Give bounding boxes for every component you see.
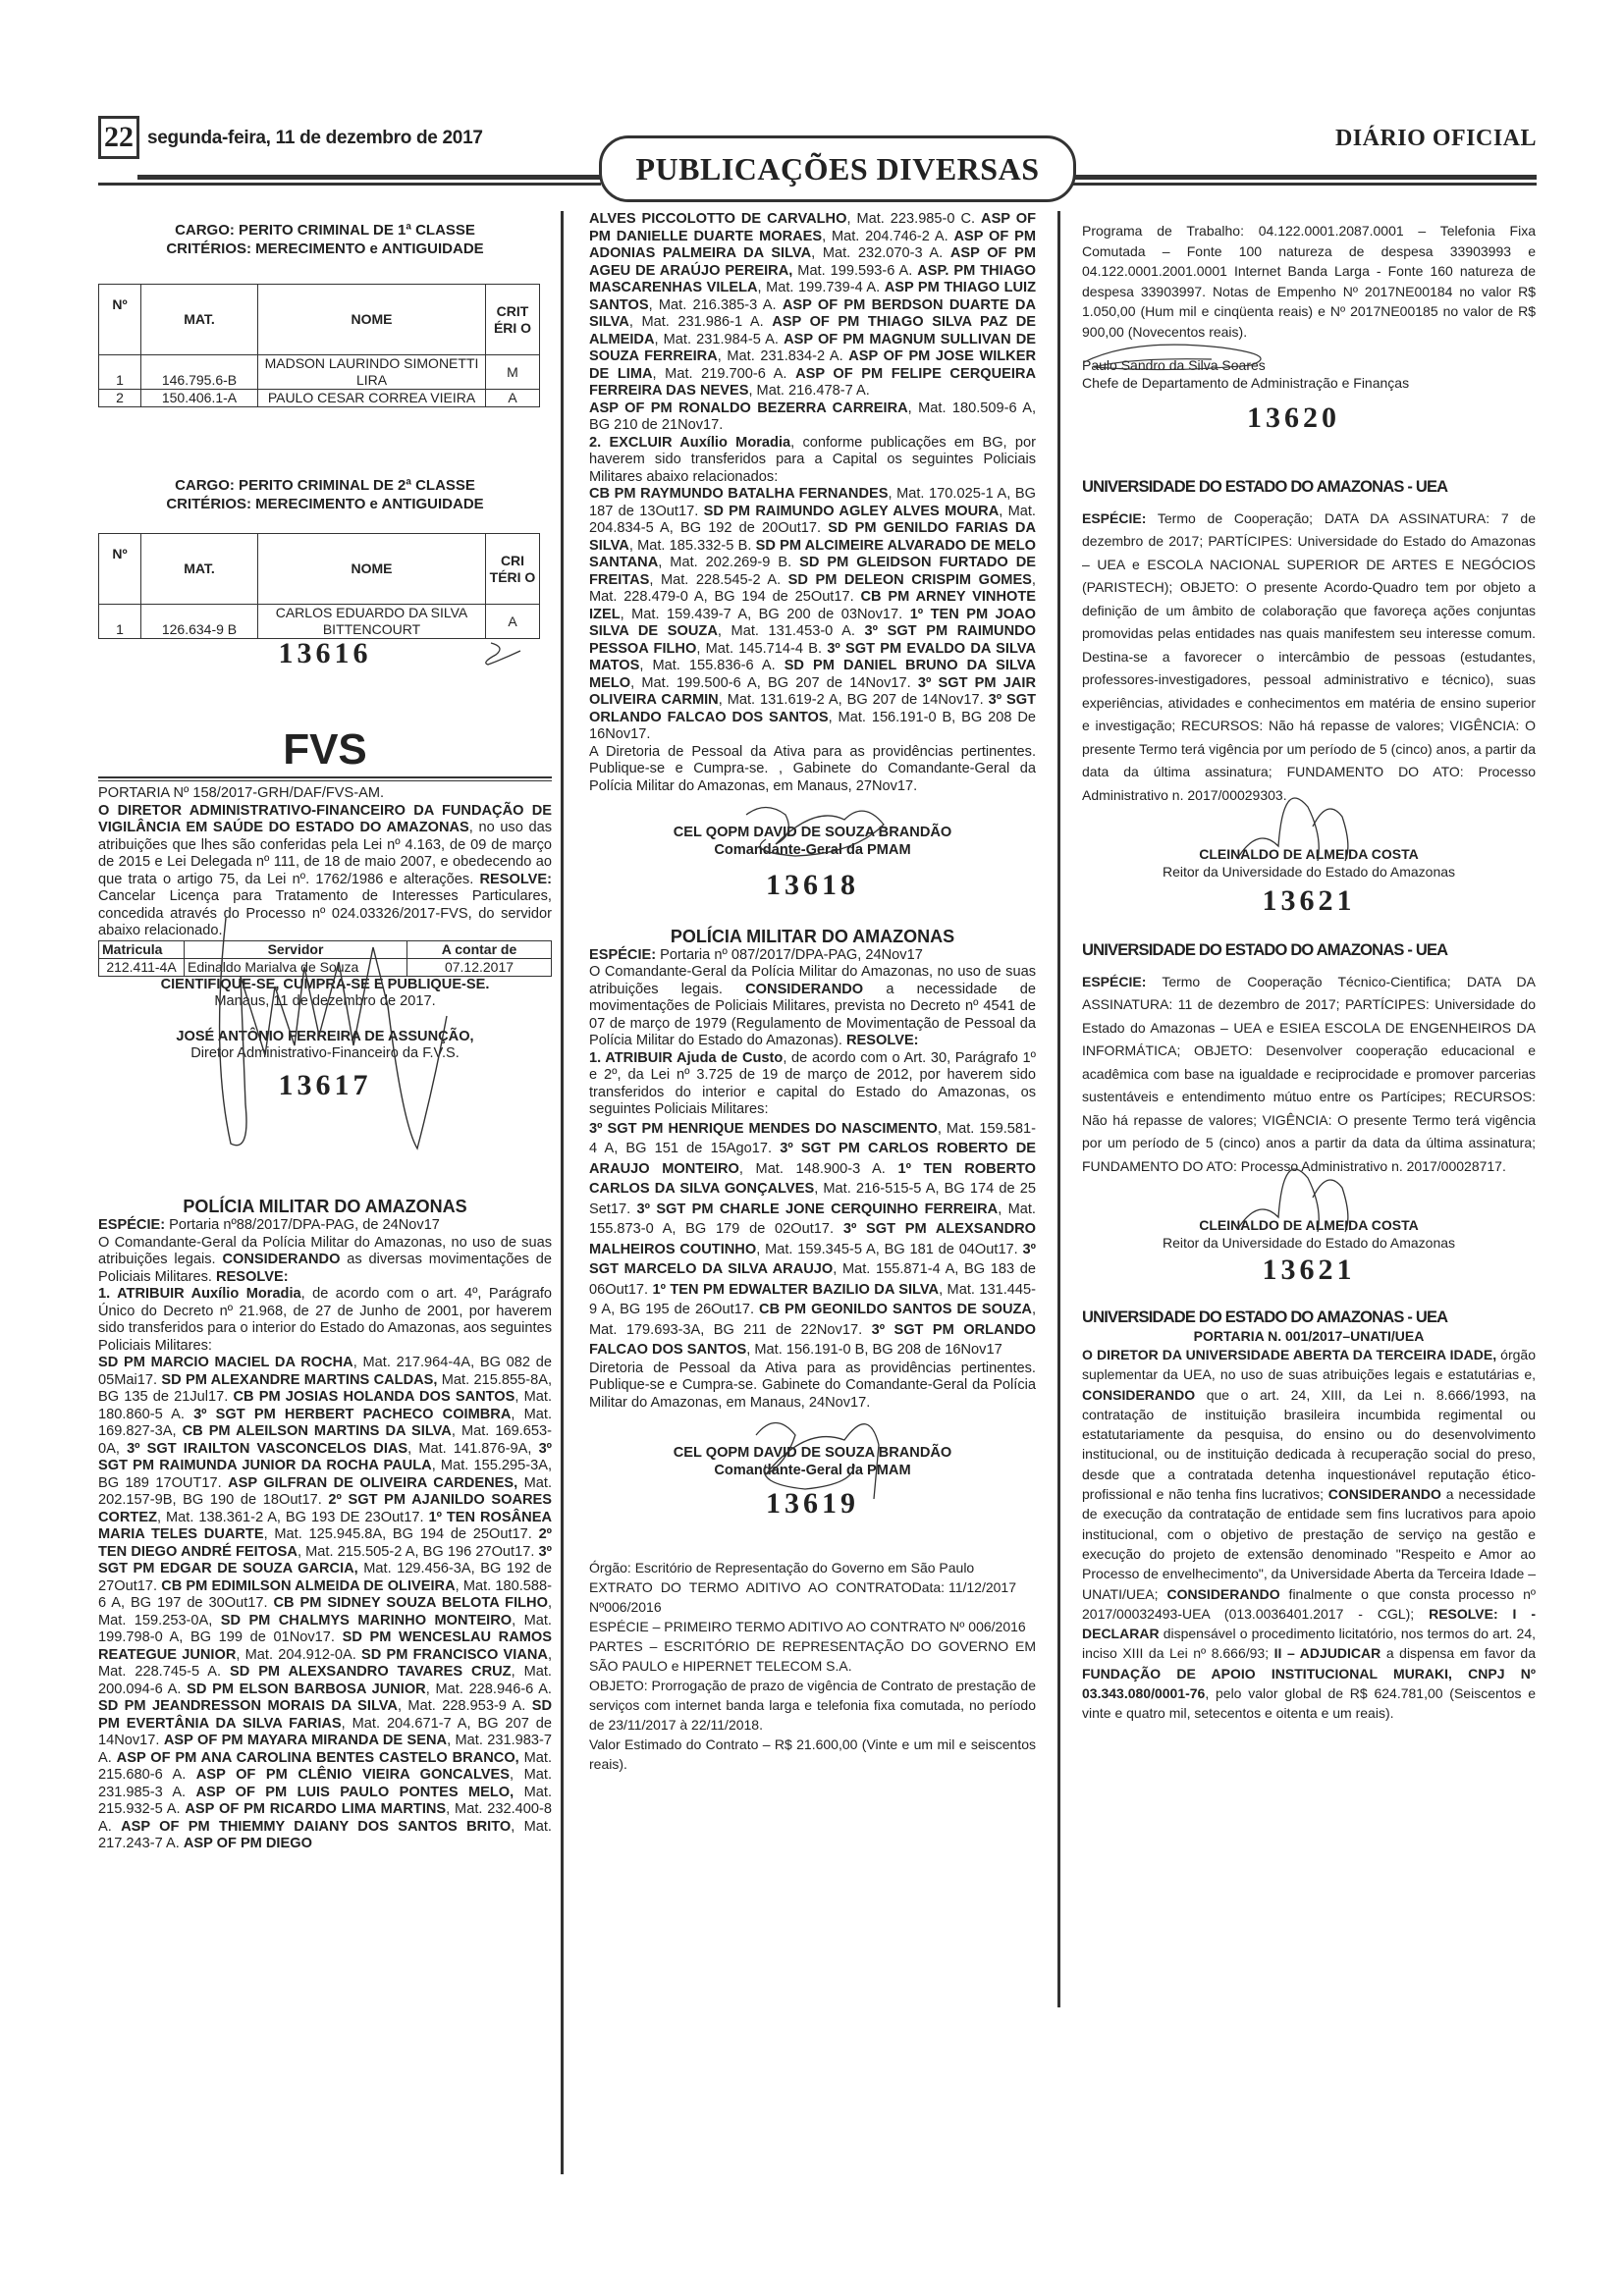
officer-details: , Mat. 199.500-6 A, BG 207 de 14Nov17.: [630, 674, 918, 691]
cell: 2: [99, 390, 141, 407]
officer-name: ASP OF PM LUIS PAULO PONTES MELO,: [195, 1784, 514, 1800]
table-row: [99, 958, 552, 976]
page-header: [98, 116, 1537, 194]
column-2: [589, 211, 1036, 1774]
signer-role: Chefe de Departamento de Administração e Finanças: [1082, 374, 1410, 391]
officer-details: , Mat. 138.361-2 A, BG 193 DE 23Out17.: [157, 1509, 429, 1525]
especie-line: ESPÉCIE: Portaria nº88/2017/DPA-PAG, de 24Nov17: [98, 1217, 440, 1233]
officer-details: , Mat. 232.400-8 A.: [98, 1801, 553, 1835]
officer-name: 3º SGT PM CHARLE JONE CERQUINHO FERREIRA: [636, 1201, 999, 1217]
pm1-intro: O Comandante-Geral da Polícia Militar do Amazonas, no uso de suas atribuições legais. CONSIDERANDO as diversas movimentações de Policiais Militares. RESOLVE:: [98, 1234, 553, 1285]
officer-details: , Mat. 185.332-5 B.: [628, 537, 756, 554]
officer-details: , Mat. 159.253-0A,: [98, 1595, 552, 1629]
signer-role: Comandante-Geral da PMAM: [714, 1462, 911, 1478]
divider: [98, 776, 552, 781]
column-separator: [1057, 211, 1060, 2007]
fvs-body: O DIRETOR ADMINISTRATIVO-FINANCEIRO DA FUNDAÇÃO DE VIGILÂNCIA EM SAÚDE DO ESTADO DO AMAZONAS, no uso das atribuições que lhes são conferidas pela Lei nº 4.163, de 09 de março de 2015 e Lei Delegada nº 111, de 18 de maio 2007, e obedecendo ao que trata o artigo 75, da Lei nº. 1762/1986 e alterações. RESOLVE: Cancelar Licença para Tratamento de Interesses Particulares, concedida através do Processo nº 024.03326/2017-FVS, do servidor abaixo relacionado.: [98, 802, 552, 938]
cargo-criteria: CRITÉRIOS: MERECIMENTO e ANTIGUIDADE: [166, 240, 484, 257]
officer-details: , Mat. 216.385-3 A.: [648, 296, 783, 313]
officer-name: ASP OF PM ANA CAROLINA BENTES CASTELO BRANCO,: [116, 1749, 519, 1766]
officer-details: , Mat. 145.714-4 B.: [696, 640, 828, 657]
cell: 07.12.2017: [407, 958, 552, 976]
section-heading: POLÍCIA MILITAR DO AMAZONAS: [183, 1197, 467, 1216]
protocol-stamp: 13616: [278, 637, 372, 669]
officer-name: SD PM DELEON CRISPIM GOMES: [787, 571, 1032, 588]
officer-details: Mat. 202.157-9B, BG 190 de 18Out17.: [98, 1474, 552, 1508]
officer-list-2: [589, 486, 1036, 744]
officer-name: ASP. PM THIAGO MASCARENHAS VILELA: [589, 262, 1036, 295]
col-header: NOME: [258, 285, 486, 355]
officer-details: , Mat. 200.094-6 A.: [98, 1664, 552, 1697]
officer-name: ASP OF PM ADONIAS PALMEIRA DA SILVA: [589, 228, 1036, 261]
header-rule: [137, 175, 601, 180]
officer-name: SD PM GENILDO FARIAS DA SILVA: [589, 520, 1036, 554]
fvs-signature-block: [98, 976, 552, 1101]
table-row: [99, 355, 540, 390]
table-row: [99, 605, 540, 639]
officer-details: , Mat. 180.860-5 A.: [98, 1389, 553, 1422]
pm2-intro: O Comandante-Geral da Polícia Militar do Amazonas, no uso de suas atribuições legais. CONSIDERANDO a necessidade de movimentações de Policiais Militares, prevista no Decreto nº 4541 de 07 de março de 1979 (Regulamento de Movimentação de Pessoal da Polícia Militar do Estado do Amazonas). RESOLVE:: [589, 964, 1036, 1048]
officer-name: ASP OF PM CLÊNIO VIEIRA GONCALVES: [195, 1767, 511, 1783]
protocol-stamp: 13619: [766, 1487, 859, 1520]
officer-details: , Mat. 155.871-4 A, BG 183 de 06Out17.: [589, 1261, 1036, 1298]
officer-name: ASP OF PM MAGNUM SULLIVAN DE SOUZA FERREIRA: [589, 331, 1036, 364]
pm1-item1: 1. ATRIBUIR Auxílio Moradia, de acordo com o art. 4º, Parágrafo Único do Decreto nº 21.968, de 27 de Junho de 2001, por haverem sido transferidos para o interior do Estado do Amazonas, aos seguintes Policiais Militares:: [98, 1286, 552, 1354]
officer-details: , Mat. 231.983-7 A.: [98, 1733, 552, 1766]
officer-details: Mat. 129.456-3A, BG 192 de 27Out17.: [98, 1561, 553, 1594]
officer-details: Mat. 215.932-5 A.: [98, 1784, 552, 1817]
officer-name: 3º SGT MARCELO DA SILVA ARAUJO: [589, 1241, 1036, 1277]
signer-name: CEL QOPM DAVID DE SOUZA BRANDÃO: [673, 1445, 952, 1461]
officer-name: SD PM ALEXANDRE MARTINS CALDAS,: [161, 1371, 438, 1388]
officer-name: ASP OF PM RONALDO BEZERRA CARREIRA: [589, 400, 908, 416]
officer-name: ASP OF PM BERDSON DUARTE DA SILVA: [589, 296, 1036, 330]
especie-line: ESPÉCIE: Portaria nº 087/2017/DPA-PAG, 24Nov17: [589, 946, 923, 963]
pm1-officer-list: [98, 1355, 552, 1853]
officer-name: 3º SGT PM CARLOS ROBERTO DE ARAUJO MONTEIRO: [589, 1141, 1036, 1177]
place-date: Manaus, 11 de dezembro de 2017.: [214, 993, 436, 1009]
pm-signature-block: [589, 825, 1036, 901]
officer-name: 2º TEN DIEGO ANDRÉ FEITOSA: [98, 1526, 553, 1560]
officer-details: , Mat. 155.873-0 A, BG 179 de 02Out17.: [589, 1201, 1036, 1237]
col-header: Matricula: [99, 940, 185, 958]
officer-details: , Mat. 170.025-1 A, BG 187 de 13Out17.: [589, 486, 1036, 519]
cell: MADSON LAURINDO SIMONETTI LIRA: [258, 355, 486, 390]
pm-signature-block: [589, 1445, 1036, 1520]
officer-details: , Mat. 131.445-9 A, BG 195 de 26Out17.: [589, 1281, 1036, 1317]
officer-details: , Mat. 228.479-0 A, BG 194 de 25Out17.: [589, 571, 1036, 605]
officer-details: , Mat. 199.739-4 A.: [757, 280, 885, 295]
officer-details: Mat. 215.680-6 A.: [98, 1749, 552, 1783]
header-rule: [98, 183, 601, 186]
officer-name: CB PM SIDNEY SOUZA BELOTA FILHO: [273, 1595, 548, 1611]
cell: A: [486, 605, 540, 639]
officer-name: CB PM GEONILDO SANTOS DE SOUZA: [759, 1302, 1032, 1317]
protocol-stamp: 13618: [766, 869, 859, 901]
officer-details: , Mat. 155.295-3A, BG 189 17OUT17.: [98, 1458, 552, 1491]
officer-details: , Mat. 216.478-7 A.: [748, 383, 870, 399]
officer-name: 1º TEN PM JOAO SILVA DE SOUZA: [589, 606, 1036, 639]
signer-role: Reitor da Universidade do Estado do Amazonas: [1162, 863, 1456, 880]
officer-details: , Mat. 204.671-7 A, BG 207 de 14Nov17.: [98, 1715, 552, 1748]
closing-text: Diretoria de Pessoal da Ativa para as providências pertinentes. Publique-se e Cumpra-se. Gabinete do Comandante-Geral da Polícia Militar do Amazonas, em Manaus, 24Nov17.: [589, 1360, 1036, 1411]
officer-details: Mat. 199.593-6 A.: [792, 262, 918, 279]
pm2-officer-list: [589, 1119, 1036, 1361]
officer-details: , Mat. 215.505-2 A, BG 196 27Out17.: [297, 1543, 539, 1560]
signer-name: CEL QOPM DAVID DE SOUZA BRANDÃO: [673, 825, 952, 840]
officer-name: SD PM JEANDRESSON MORAIS DA SILVA: [98, 1698, 398, 1714]
extrato-objeto: OBJETO: Prorrogação de prazo de vigência de Contrato de prestação de serviços com internet banda larga e telefonia fixa comutada, no período de 23/11/2017 à 22/11/2018.: [589, 1677, 1037, 1733]
officer-name: 3º SGT PM EDGAR DE SOUZA GARCIA,: [98, 1543, 552, 1576]
officer-details: , Mat. 217.964-4A, BG 082 de 05Mai17.: [98, 1355, 552, 1388]
page-number: 22: [98, 116, 139, 159]
officer-name: 3º SGT IRAILTON VASCONCELOS DIAS: [127, 1440, 408, 1457]
officer-details: , Mat. 217.243-7 A.: [98, 1818, 552, 1851]
column-separator: [561, 211, 564, 2174]
officer-name: ASP OF PM DANIELLE DUARTE MORAES: [589, 211, 1036, 244]
officer-details: , Mat. 204.834-5 A, BG 192 de 20Out17.: [589, 503, 1036, 536]
officer-name: 1º TEN ROSÂNEA MARIA TELES DUARTE: [98, 1509, 552, 1542]
officer-details: , Mat. 231.985-3 A.: [98, 1767, 552, 1800]
portaria-title: PORTARIA N. 001/2017–UNATI/UEA: [1193, 1327, 1425, 1344]
signer-role: Reitor da Universidade do Estado do Amazonas: [1162, 1234, 1456, 1251]
table-row: [99, 390, 540, 407]
officer-name: ALVES PICCOLOTTO DE CARVALHO: [589, 211, 847, 227]
officer-details: , Mat. 131.619-2 A, BG 207 de 14Nov17.: [718, 692, 989, 708]
officer-name: ASP OF PM AGEU DE ARAÚJO PEREIRA,: [589, 245, 1036, 279]
officer-name: ASP OF PM DIEGO: [183, 1836, 312, 1851]
officer-name: ASP OF PM JOSE WILKER DE LIMA: [589, 348, 1036, 382]
signer-name: Paulo Sandro da Silva Soares: [1082, 357, 1266, 373]
officer-name: 1º TEN ROBERTO CARLOS DA SILVA GONÇALVES: [589, 1160, 1036, 1197]
officer-name: 2º SGT PM AJANILDO SOARES CORTEZ: [98, 1492, 552, 1525]
cell: PAULO CESAR CORREA VIEIRA: [258, 390, 486, 407]
officer-details: , Mat. 204.746-2 A.: [822, 228, 954, 244]
signer-name: JOSÉ ANTÔNIO FERREIRA DE ASSUNÇÃO,: [176, 1028, 474, 1044]
officer-name: 3º SGT PM EVALDO DA SILVA MATOS: [589, 640, 1036, 673]
col-header: A contar de: [407, 940, 552, 958]
officer-details: , Mat. 228.545-2 A.: [649, 571, 788, 588]
cargo-table-1: [98, 284, 540, 407]
closing-text: A Diretoria de Pessoal da Ativa para as providências pertinentes. Publique-se e Cumpra-se. , Gabinete do Comandante-Geral da Polícia Militar do Amazonas, em Manaus, 27Nov17.: [589, 743, 1036, 794]
officer-name: ASP OF PM THIEMMY DAIANY DOS SANTOS BRITO: [121, 1818, 512, 1835]
officer-name: SD PM ALEXSANDRO TAVARES CRUZ: [229, 1664, 512, 1680]
officer-details: , Mat. 141.876-9A,: [407, 1440, 539, 1457]
section-heading: UNIVERSIDADE DO ESTADO DO AMAZONAS - UEA: [1082, 940, 1448, 959]
officer-details: , Mat. 204.912-0A.: [236, 1646, 361, 1663]
officer-name: SD PM DANIEL BRUNO DA SILVA MELO: [589, 658, 1036, 691]
column-3: [1082, 211, 1536, 1724]
col-header: MAT.: [141, 534, 258, 605]
uea3-body: O DIRETOR DA UNIVERSIDADE ABERTA DA TERCEIRA IDADE, órgão suplementar da UEA, no uso de suas atribuições legais e estatutárias e, CONSIDERANDO que o art. 24, XIII, da Lei n. 8.666/1993, na contratação de instituição brasileira incumbida regimental ou estatutariamente da pesquisa, do ensino ou do desenvolvimento institucional, ou de instituição dedicada à recuperação social do preso, desde que a contratada detenha inquestionável reputação ético-profissional e não tenha fins lucrativos; CONSIDERANDO a necessidade de execução da contratação de entidade sem fins lucrativos para apoio institucional, com o objetivo de prestação de serviço na gestão e execução do projeto de extensão denominado "Respeito e Amor ao Processo de envelhecimento", da Universidade Aberta da Terceira Idade – UNATI/UEA; CONSIDERANDO finalmente o que consta processo nº 2017/00032493-UEA (013.0036401.2017 - CGL); RESOLVE: I - DECLARAR dispensável o procedimento licitatório, nos termos do art. 24, inciso XIII da Lei nº 8.666/93; II – ADJUDICAR a dispensa em favor da FUNDAÇÃO DE APOIO INSTITUCIONAL MURAKI, CNPJ Nº 03.343.080/0001-76, pelo valor global de R$ 624.781,00 (Seiscentos e vinte e quatro mil, setecentos e oitenta e um reais).: [1082, 1347, 1537, 1722]
section-title: PUBLICAÇÕES DIVERSAS: [599, 135, 1076, 202]
officer-name: SD PM ALCIMEIRE ALVARADO DE MELO SANTANA: [589, 537, 1036, 570]
cell: 150.406.1-A: [141, 390, 258, 407]
officer-name: ASP PM THIAGO LUIZ SANTOS: [589, 280, 1036, 313]
extrato-valor: Valor Estimado do Contrato – R$ 21.600,00 (Vinte e um mil e seiscentos reais).: [589, 1735, 1036, 1772]
officer-name: SD PM CHALMYS MARINHO MONTEIRO: [220, 1612, 513, 1629]
officer-details: , Mat. 231.986-1 A.: [628, 314, 773, 330]
officer-details: , Mat. 159.345-5 A, BG 181 de 04Out17.: [756, 1241, 1023, 1257]
officer-name: 3º SGT PM ALEXSANDRO MALHEIROS COUTINHO: [589, 1221, 1037, 1257]
officer-name: SD PM EVERTÂNIA DA SILVA FARIAS: [98, 1698, 552, 1732]
escritorio-signature-block: [1082, 357, 1536, 434]
officer-name: ASP GILFRAN DE OLIVEIRA CARDENES,: [228, 1474, 518, 1491]
uea2-body: ESPÉCIE: Termo de Cooperação Técnico-Cientifica; DATA DA ASSINATURA: 11 de dezembro de 2017; PARTÍCIPES: Universidade do Estado do Amazonas – UEA e ESIEA ESCOLA DE ENGENHEIROS DA INFORMÁTICA; OBJETO: Desenvolver cooperação educacional e acadêmica com base na igualdade e reciprocidade e promover parcerias sustentáveis e entendimento mútuo entre os Partícipes; RECURSOS: Não há repasse de valores; VIGÊNCIA: O presente Termo terá vigência por um período de 5 (cinco) anos a partir da data da última assinatura; FUNDAMENTO DO ATO: Processo Administrativo n. 2017/00028717.: [1082, 973, 1536, 1174]
cell: 1: [99, 355, 141, 390]
fvs-title: FVS: [283, 725, 367, 774]
uea-signature-block: [1082, 846, 1536, 917]
col-header: NOME: [258, 534, 486, 605]
officer-details: , Mat. 159.581-4 A, BG 151 de 15Ago17.: [589, 1120, 1036, 1156]
closing-formula: CIENTIFIQUE-SE, CUMPRA-SE E PUBLIQUE-SE.: [160, 976, 490, 992]
uea-signature-block: [1082, 1217, 1536, 1286]
cell: 146.795.6-B: [141, 355, 258, 390]
officer-details: , Mat. 180.588-6 A, BG 197 de 30Out17.: [98, 1577, 552, 1611]
cell: Edinaldo Marialva de Souza: [185, 958, 407, 976]
officer-details: , Mat. 156.191-0 B, BG 208 De 16Nov17.: [589, 709, 1036, 742]
officer-list-continued: [589, 211, 1036, 400]
officer-details: , Mat. 148.900-3 A.: [738, 1160, 898, 1177]
signer-name: CLEINALDO DE ALMEIDA COSTA: [1199, 846, 1419, 862]
officer-name: SD PM FRANCISCO VIANA: [360, 1646, 548, 1663]
officer-name: ASP OF PM RICARDO LIMA MARTINS: [185, 1801, 447, 1817]
escritorio-orgao: Órgão: Escritório de Representação do Governo em São Paulo Data: 11/12/2017: [589, 1559, 1016, 1595]
col-header: CRIT ÉRI O: [486, 285, 540, 355]
officer-name: 3º SGT PM JAIR OLIVEIRA CARMIN: [589, 674, 1036, 708]
officer-name: CB PM RAYMUNDO BATALHA FERNANDES: [589, 486, 889, 502]
officer-name: SD PM ELSON BARBOSA JUNIOR: [187, 1681, 426, 1697]
officer-details: Mat. 215.855-8A, BG 135 de 21Jul17.: [98, 1371, 553, 1405]
extrato-partes: PARTES – ESCRITÓRIO DE REPRESENTAÇÃO DO GOVERNO EM SÃO PAULO e HIPERNET TELECOM S.A.: [589, 1637, 1036, 1674]
cell: M: [486, 355, 540, 390]
officer-details: , Mat. 228.745-5 A.: [98, 1646, 552, 1680]
officer-name: 3º SGT PM RAIMUNDO PESSOA FILHO: [589, 623, 1036, 657]
officer-name: 3º SGT PM HERBERT PACHECO COIMBRA: [193, 1406, 512, 1422]
officer-name: CB PM JOSIAS HOLANDA DOS SANTOS: [233, 1389, 515, 1405]
officer-list-continued: [589, 400, 1036, 435]
officer-name: SD PM GLEIDSON FURTADO DE FREITAS: [589, 555, 1036, 588]
officer-name: ASP OF PM FELIPE CERQUEIRA FERREIRA DAS NEVES: [589, 365, 1036, 399]
officer-name: CB PM EDIMILSON ALMEIDA DE OLIVEIRA: [161, 1577, 456, 1594]
cell: 1: [99, 605, 141, 639]
officer-details: , Mat. 216-515-5 A, BG 174 de 25 Set17.: [589, 1181, 1036, 1217]
officer-name: 3º SGT ORLANDO FALCAO DOS SANTOS: [589, 692, 1036, 725]
officer-name: 3º SGT PM ORLANDO FALCAO DOS SANTOS: [589, 1321, 1036, 1358]
officer-name: ASP OF PM THIAGO SILVA PAZ DE ALMEIDA: [589, 314, 1036, 347]
cargo-criteria: CRITÉRIOS: MERECIMENTO e ANTIGUIDADE: [166, 496, 484, 512]
officer-details: , Mat. 219.700-6 A.: [652, 365, 796, 382]
col-header: CRI TÉRI O: [486, 534, 540, 605]
officer-details: , Mat. 169.827-3A,: [98, 1406, 552, 1439]
cell: 212.411-4A: [99, 958, 185, 976]
cell: A: [486, 390, 540, 407]
officer-details: , Mat. 169.653-0A,: [98, 1423, 552, 1457]
column-1: [98, 211, 552, 1853]
officer-name: SD PM MARCIO MACIEL DA ROCHA: [98, 1355, 353, 1370]
officer-details: , Mat. 202.269-9 B.: [658, 555, 800, 570]
signer-role: Diretor Administrativo-Financeiro da F.V.S.: [190, 1045, 460, 1061]
cargo-title: CARGO: PERITO CRIMINAL DE 2ª CLASSE: [175, 477, 475, 494]
officer-details: , Mat. 228.953-9 A.: [397, 1698, 532, 1714]
section-heading: POLÍCIA MILITAR DO AMAZONAS: [670, 926, 955, 946]
signer-role: Comandante-Geral da PMAM: [714, 841, 911, 858]
cell: CARLOS EDUARDO DA SILVA BITTENCOURT: [258, 605, 486, 639]
item-2: 2. EXCLUIR Auxílio Moradia, conforme publicações em BG, por haverem sido transferidos para a Capital os seguintes Policiais Militares abaixo relacionados:: [589, 434, 1036, 485]
officer-details: , Mat. 223.985-0 C.: [846, 211, 982, 227]
officer-details: , Mat. 156.191-0 B, BG 208 de 16Nov17: [746, 1342, 1002, 1358]
officer-name: 3º SGT PM HENRIQUE MENDES DO NASCIMENTO: [589, 1120, 938, 1137]
protocol-stamp: 13620: [1247, 401, 1340, 434]
issue-date: segunda-feira, 11 de dezembro de 2017: [147, 128, 483, 148]
officer-details: , Mat. 179.693-3A, BG 211 de 22Nov17.: [589, 1302, 1037, 1338]
protocol-stamp: 13617: [278, 1068, 372, 1101]
officer-name: ASP OF PM MAYARA MIRANDA DE SENA: [163, 1733, 448, 1748]
pm2-item1: 1. ATRIBUIR Ajuda de Custo, de acordo com o Art. 30, Parágrafo 1º e 2º, da Lei nº 3.725 de 19 de março de 2012, por haverem sido transferidos do interior e capital do Estado do Amazonas, os seguintes Policiais Militares:: [589, 1049, 1036, 1117]
officer-details: , Mat. 131.453-0 A.: [717, 623, 865, 639]
col-header: Nº: [99, 534, 141, 605]
header-rule: [1068, 183, 1537, 186]
cargo-table-2: [98, 533, 540, 639]
uea1-body: ESPÉCIE: Termo de Cooperação; DATA DA ASSINATURA: 7 de dezembro de 2017; PARTÍCIPES: Universidade do Estado do Amazonas – UEA e ESCOLA NACIONAL SUPERIOR DE ARTES E NEGÓCIOS (PARISTECH); OBJETO: O presente Acordo-Quadro tem por objeto a definição de um âmbito de colaboração que favoreça ações conjuntas promovidas pelas entidades nas quais manifestem seu interesse comum. Destina-se a favorecer o intercâmbio de pessoas (estudantes, professores-investigadores, pessoal administrativo e técnico), suas experiências, atividades e conhecimentos em matéria de ensino superior e investigação; RECURSOS: Não há repasse de valores; VIGÊNCIA: O presente Termo terá vigência por um período de 5 (cinco) anos, a partir da data da última assinatura; FUNDAMENTO DO ATO: Processo Administrativo n. 2017/00029303.: [1082, 509, 1536, 803]
newspaper-name: DIÁRIO OFICIAL: [1334, 126, 1537, 151]
col-header: Nº: [99, 285, 141, 355]
section-heading: UNIVERSIDADE DO ESTADO DO AMAZONAS - UEA: [1082, 477, 1448, 496]
officer-name: 1º TEN PM EDWALTER BAZILIO DA SILVA: [652, 1281, 940, 1298]
col-header: Servidor: [185, 940, 407, 958]
fvs-table: [98, 940, 552, 977]
extrato-title: EXTRATO DO TERMO ADITIVO AO CONTRATO Nº006/2016: [589, 1578, 912, 1615]
officer-details: , Mat. 125.945.8A, BG 194 de 25Out17.: [263, 1526, 539, 1542]
officer-name: 3º SGT PM RAIMUNDA JUNIOR DA ROCHA PAULA: [98, 1440, 553, 1473]
officer-details: , Mat. 231.834-2 A.: [717, 348, 849, 364]
cell: 126.634-9 B: [141, 605, 258, 639]
officer-details: , Mat. 180.509-6 A, BG 210 de 21Nov17.: [589, 400, 1036, 433]
officer-name: SD PM RAIMUNDO AGLEY ALVES MOURA: [703, 503, 1000, 519]
section-heading: UNIVERSIDADE DO ESTADO DO AMAZONAS - UEA: [1082, 1308, 1448, 1326]
header-rule: [1068, 175, 1537, 180]
officer-details: , Mat. 232.070-3 A.: [811, 245, 950, 261]
signer-name: CLEINALDO DE ALMEIDA COSTA: [1199, 1217, 1419, 1233]
officer-details: , Mat. 199.798-0 A, BG 199 de 01Nov17.: [98, 1612, 552, 1645]
officer-details: , Mat. 228.946-6 A.: [425, 1681, 552, 1697]
protocol-stamp: 13621: [1262, 1254, 1356, 1286]
officer-name: CB PM ARNEY VINHOTE IZEL: [589, 589, 1037, 622]
col-header: MAT.: [141, 285, 258, 355]
officer-name: SD PM WENCESLAU RAMOS REATEGUE JUNIOR: [98, 1629, 552, 1663]
programa-trabalho: Programa de Trabalho: 04.122.0001.2087.0001 – Telefonia Fixa Comutada – Fonte 100 natureza de despesa 33903993 e 04.122.0001.2001.0001 Internet Banda Larga - Fonte 160 natureza de despesa 33903997. Notas de Empenho Nº 2017NE00184 no valor R$ 1.050,00 (Hum mil e cinqüenta reais) e Nº 2017NE00185 no valor de R$ 900,00 (Novecentos reais).: [1082, 223, 1536, 340]
cargo-title: CARGO: PERITO CRIMINAL DE 1ª CLASSE: [175, 222, 475, 239]
officer-details: , Mat. 231.984-5 A.: [654, 331, 785, 347]
protocol-stamp: 13621: [1262, 884, 1356, 917]
officer-details: , Mat. 155.836-6 A.: [639, 658, 785, 673]
officer-name: CB PM ALEILSON MARTINS DA SILVA: [182, 1423, 452, 1439]
officer-details: , Mat. 159.439-7 A, BG 200 de 03Nov17.: [620, 606, 910, 622]
extrato-especie: ESPÉCIE – PRIMEIRO TERMO ADITIVO AO CONTRATO Nº 006/2016: [589, 1618, 1026, 1634]
fvs-portaria: PORTARIA Nº 158/2017-GRH/DAF/FVS-AM.: [98, 785, 385, 801]
